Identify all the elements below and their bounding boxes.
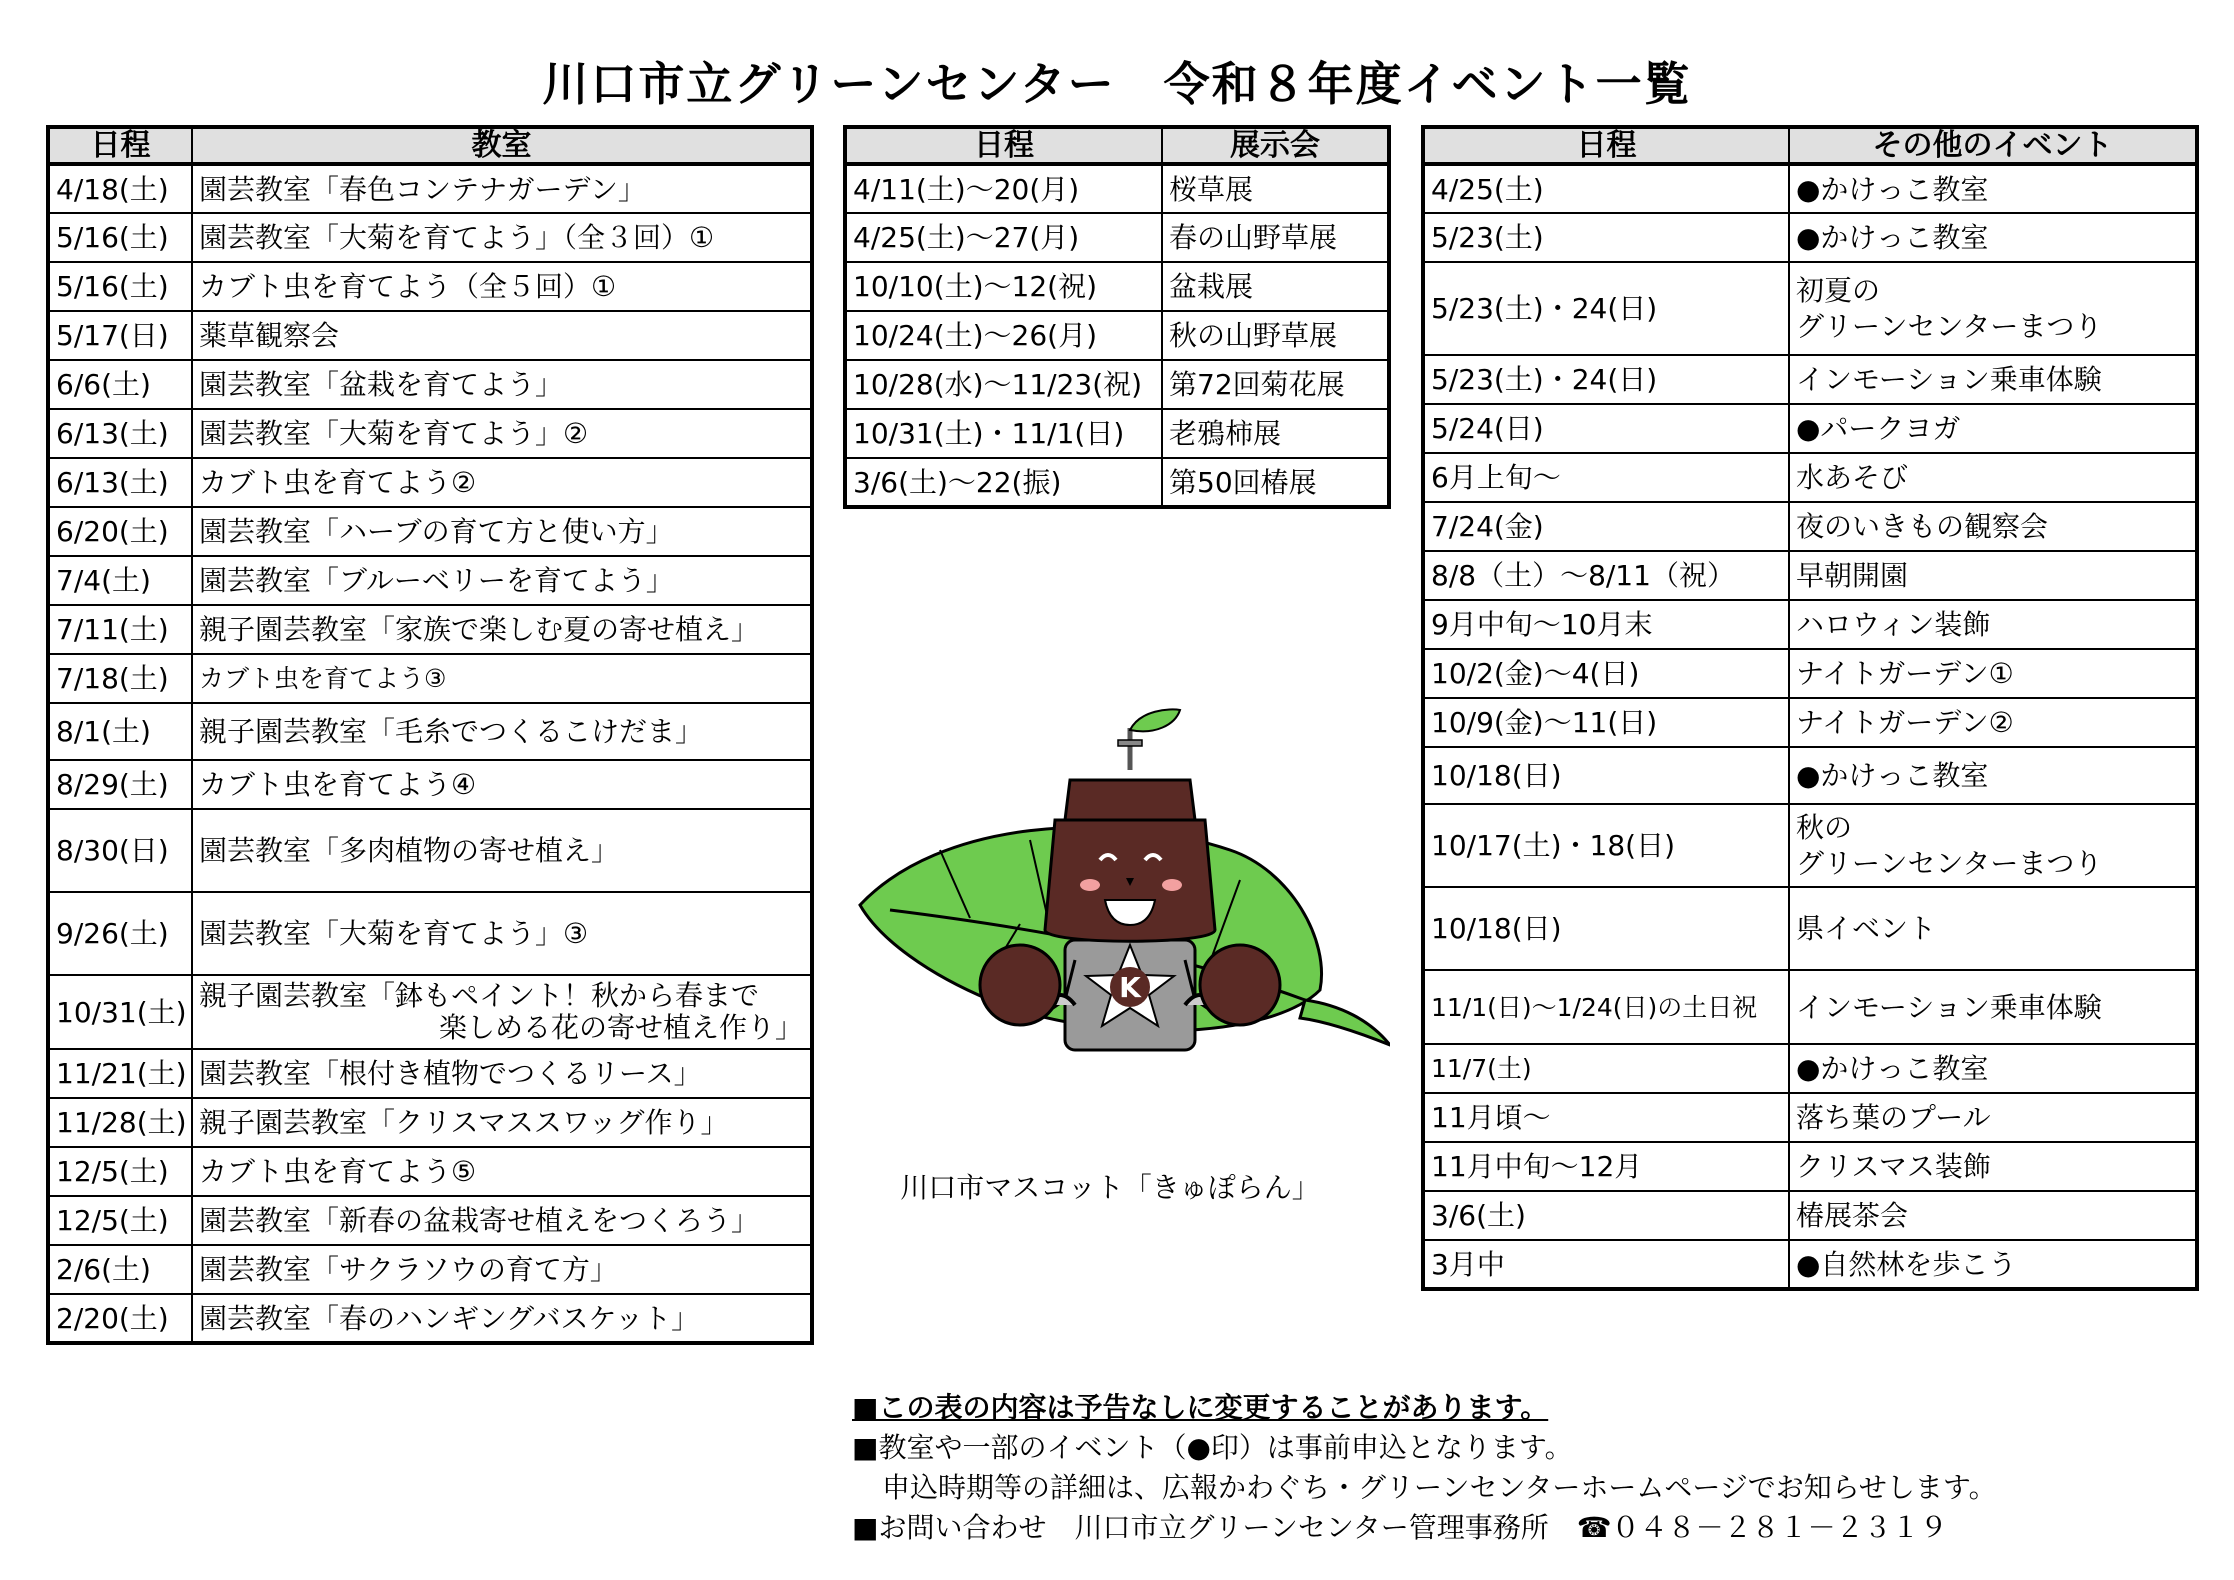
classes-event-cell xyxy=(192,975,812,1049)
exhibitions-row xyxy=(845,409,1389,458)
exhibitions-header-date: 日程 xyxy=(845,127,1162,164)
classes-header-row xyxy=(48,127,812,164)
others-row xyxy=(1423,747,2197,804)
classes-row xyxy=(48,458,812,507)
classes-date-cell: 12/5(土) xyxy=(48,1196,192,1245)
classes-date-cell: 10/31(土) xyxy=(48,975,192,1049)
classes-row xyxy=(48,409,812,458)
classes-event-cell: 薬草観察会 xyxy=(192,311,812,360)
classes-row xyxy=(48,360,812,409)
others-event-cell: 県イベント xyxy=(1789,887,2197,970)
others-row xyxy=(1423,1191,2197,1240)
classes-event-cell: 園芸教室「大菊を育てよう」② xyxy=(192,409,812,458)
others-date-cell: 9月中旬～10月末 xyxy=(1423,600,1789,649)
others-row xyxy=(1423,970,2197,1044)
others-event-cell: ●パークヨガ xyxy=(1789,404,2197,453)
others-event-cell: 夜のいきもの観察会 xyxy=(1789,502,2197,551)
classes-date-cell: 6/6(土) xyxy=(48,360,192,409)
others-event-cell: ナイトガーデン① xyxy=(1789,649,2197,698)
classes-table xyxy=(46,125,814,1345)
others-row xyxy=(1423,1142,2197,1191)
others-event-cell: 初夏の グリーンセンターまつり xyxy=(1789,262,2197,355)
classes-event-cell: 園芸教室「春のハンギングバスケット」 xyxy=(192,1294,812,1343)
others-event-cell: 水あそび xyxy=(1789,453,2197,502)
classes-row xyxy=(48,654,812,703)
others-date-cell: 4/25(土) xyxy=(1423,164,1789,213)
classes-event-cell: 園芸教室「新春の盆栽寄せ植えをつくろう」 xyxy=(192,1196,812,1245)
others-date-cell: 6月上旬～ xyxy=(1423,453,1789,502)
classes-row xyxy=(48,975,812,1049)
exhibitions-event-cell: 第72回菊花展 xyxy=(1162,360,1389,409)
classes-date-cell: 7/11(土) xyxy=(48,605,192,654)
classes-event-cell: 親子園芸教室「毛糸でつくるこけだま」 xyxy=(192,703,812,760)
classes-event-cell: 親子園芸教室「家族で楽しむ夏の寄せ植え」 xyxy=(192,605,812,654)
classes-date-cell: 6/20(土) xyxy=(48,507,192,556)
exhibitions-date-cell: 10/24(土)～26(月) xyxy=(845,311,1162,360)
others-row xyxy=(1423,502,2197,551)
others-date-cell: 10/2(金)～4(日) xyxy=(1423,649,1789,698)
classes-event-cell: 園芸教室「ハーブの育て方と使い方」 xyxy=(192,507,812,556)
classes-row xyxy=(48,1147,812,1196)
classes-event-cell: カブト虫を育てよう（全５回）① xyxy=(192,262,812,311)
classes-event-cell: 園芸教室「多肉植物の寄せ植え」 xyxy=(192,809,812,892)
classes-event-cell: カブト虫を育てよう② xyxy=(192,458,812,507)
others-event-cell: ●かけっこ教室 xyxy=(1789,1044,2197,1093)
others-row xyxy=(1423,698,2197,747)
classes-date-cell: 7/18(土) xyxy=(48,654,192,703)
others-date-cell: 10/18(日) xyxy=(1423,887,1789,970)
page-title: 川口市立グリーンセンター 令和８年度イベント一覧 xyxy=(542,57,1692,111)
exhibitions-event-cell: 桜草展 xyxy=(1162,164,1389,213)
exhibitions-header-exhibit: 展示会 xyxy=(1162,127,1389,164)
others-row xyxy=(1423,453,2197,502)
exhibitions-row xyxy=(845,360,1389,409)
others-date-cell: 5/23(土)・24(日) xyxy=(1423,355,1789,404)
classes-row xyxy=(48,311,812,360)
others-date-cell: 11月頃～ xyxy=(1423,1093,1789,1142)
classes-row xyxy=(48,164,812,213)
others-row xyxy=(1423,164,2197,213)
others-date-cell: 11月中旬～12月 xyxy=(1423,1142,1789,1191)
others-event-cell: インモーション乗車体験 xyxy=(1789,970,2197,1044)
classes-row xyxy=(48,262,812,311)
classes-header-class: 教室 xyxy=(192,127,812,164)
others-date-cell: 5/23(土) xyxy=(1423,213,1789,262)
exhibitions-event-cell: 秋の山野草展 xyxy=(1162,311,1389,360)
others-event-cell: ハロウィン装飾 xyxy=(1789,600,2197,649)
others-date-cell: 11/1(日)～1/24(日)の土日祝 xyxy=(1423,970,1789,1044)
mascot-illustration xyxy=(850,700,1390,1080)
others-date-cell: 3/6(土) xyxy=(1423,1191,1789,1240)
classes-event-cell: 園芸教室「サクラソウの育て方」 xyxy=(192,1245,812,1294)
classes-event-cell: 親子園芸教室「クリスマススワッグ作り」 xyxy=(192,1098,812,1147)
exhibitions-date-cell: 10/28(水)～11/23(祝) xyxy=(845,360,1162,409)
others-row xyxy=(1423,600,2197,649)
others-row xyxy=(1423,1044,2197,1093)
others-date-cell: 7/24(金) xyxy=(1423,502,1789,551)
exhibitions-date-cell: 10/31(土)・11/1(日) xyxy=(845,409,1162,458)
classes-date-cell: 5/17(日) xyxy=(48,311,192,360)
classes-date-cell: 5/16(土) xyxy=(48,262,192,311)
classes-date-cell: 2/20(土) xyxy=(48,1294,192,1343)
exhibitions-date-cell: 4/11(土)～20(月) xyxy=(845,164,1162,213)
others-date-cell: 5/24(日) xyxy=(1423,404,1789,453)
classes-row xyxy=(48,605,812,654)
exhibitions-date-cell: 10/10(土)～12(祝) xyxy=(845,262,1162,311)
others-date-cell: 10/9(金)～11(日) xyxy=(1423,698,1789,747)
notice-contact: ■お問い合わせ 川口市立グリーンセンター管理事務所 ☎０４８－２８１－２３１９ xyxy=(852,1511,1948,1544)
classes-date-cell: 4/18(土) xyxy=(48,164,192,213)
classes-event-cell: カブト虫を育てよう⑤ xyxy=(192,1147,812,1196)
others-row xyxy=(1423,887,2197,970)
others-row xyxy=(1423,804,2197,887)
notice-registration: ■教室や一部のイベント（●印）は事前申込となります。 xyxy=(852,1431,1573,1464)
others-event-cell: インモーション乗車体験 xyxy=(1789,355,2197,404)
classes-row xyxy=(48,213,812,262)
classes-event-cell: 園芸教室「ブルーベリーを育てよう」 xyxy=(192,556,812,605)
classes-event-cell: 園芸教室「春色コンテナガーデン」 xyxy=(192,164,812,213)
classes-date-cell: 9/26(土) xyxy=(48,892,192,975)
exhibitions-row xyxy=(845,164,1389,213)
exhibitions-event-cell: 老鴉柿展 xyxy=(1162,409,1389,458)
others-event-cell: ●かけっこ教室 xyxy=(1789,164,2197,213)
others-date-cell: 8/8（土）～8/11（祝） xyxy=(1423,551,1789,600)
others-date-cell: 5/23(土)・24(日) xyxy=(1423,262,1789,355)
exhibitions-event-cell: 春の山野草展 xyxy=(1162,213,1389,262)
exhibitions-event-cell: 第50回椿展 xyxy=(1162,458,1389,507)
exhibitions-row xyxy=(845,458,1389,507)
classes-row xyxy=(48,892,812,975)
classes-date-cell: 5/16(土) xyxy=(48,213,192,262)
classes-row xyxy=(48,1049,812,1098)
others-row xyxy=(1423,262,2197,355)
others-date-cell: 11/7(土) xyxy=(1423,1044,1789,1093)
mascot-icon xyxy=(850,700,1390,1080)
classes-header-date: 日程 xyxy=(48,127,192,164)
exhibitions-event-cell: 盆栽展 xyxy=(1162,262,1389,311)
others-event-cell: ●かけっこ教室 xyxy=(1789,747,2197,804)
classes-date-cell: 12/5(土) xyxy=(48,1147,192,1196)
classes-row xyxy=(48,1294,812,1343)
others-row xyxy=(1423,1240,2197,1289)
others-event-cell: ナイトガーデン② xyxy=(1789,698,2197,747)
classes-event-cell: 園芸教室「盆栽を育てよう」 xyxy=(192,360,812,409)
others-row xyxy=(1423,355,2197,404)
mascot-badge-letter: K xyxy=(1119,971,1141,1004)
notes-section xyxy=(852,1388,1997,1548)
others-header-date: 日程 xyxy=(1423,127,1789,164)
others-event-cell: 落ち葉のプール xyxy=(1789,1093,2197,1142)
classes-date-cell: 8/29(土) xyxy=(48,760,192,809)
classes-date-cell: 6/13(土) xyxy=(48,458,192,507)
others-event-cell: 秋の グリーンセンターまつり xyxy=(1789,804,2197,887)
others-date-cell: 10/18(日) xyxy=(1423,747,1789,804)
classes-row xyxy=(48,703,812,760)
exhibitions-row xyxy=(845,311,1389,360)
exhibitions-table xyxy=(843,125,1391,509)
others-event-cell: 椿展茶会 xyxy=(1789,1191,2197,1240)
classes-date-cell: 11/28(土) xyxy=(48,1098,192,1147)
classes-date-cell: 2/6(土) xyxy=(48,1245,192,1294)
others-row xyxy=(1423,213,2197,262)
classes-row xyxy=(48,1098,812,1147)
classes-event-cell: 園芸教室「根付き植物でつくるリース」 xyxy=(192,1049,812,1098)
classes-row xyxy=(48,1245,812,1294)
others-row xyxy=(1423,404,2197,453)
others-date-cell: 3月中 xyxy=(1423,1240,1789,1289)
others-event-cell: ●かけっこ教室 xyxy=(1789,213,2197,262)
classes-date-cell: 8/1(土) xyxy=(48,703,192,760)
classes-row xyxy=(48,507,812,556)
others-event-cell: クリスマス装飾 xyxy=(1789,1142,2197,1191)
mascot-caption: 川口市マスコット「きゅぽらん」 xyxy=(900,1171,1320,1204)
others-date-cell: 10/17(土)・18(日) xyxy=(1423,804,1789,887)
other-events-table xyxy=(1421,125,2199,1291)
exhibitions-row xyxy=(845,213,1389,262)
classes-event-line1: 親子園芸教室「鉢もペイント！秋から春まで xyxy=(199,979,760,1012)
classes-date-cell: 6/13(土) xyxy=(48,409,192,458)
exhibitions-date-cell: 4/25(土)～27(月) xyxy=(845,213,1162,262)
classes-date-cell: 8/30(日) xyxy=(48,809,192,892)
others-header-row xyxy=(1423,127,2197,164)
others-row xyxy=(1423,1093,2197,1142)
classes-event-cell: 園芸教室「大菊を育てよう」（全３回）① xyxy=(192,213,812,262)
others-row xyxy=(1423,551,2197,600)
exhibitions-date-cell: 3/6(土)～22(振) xyxy=(845,458,1162,507)
classes-row xyxy=(48,556,812,605)
classes-date-cell: 7/4(土) xyxy=(48,556,192,605)
classes-event-line2: 楽しめる花の寄せ植え作り」 xyxy=(439,1011,804,1044)
exhibitions-row xyxy=(845,262,1389,311)
others-row xyxy=(1423,649,2197,698)
others-header-event: その他のイベント xyxy=(1789,127,2197,164)
classes-event-cell: 園芸教室「大菊を育てよう」③ xyxy=(192,892,812,975)
classes-event-cell: カブト虫を育てよう④ xyxy=(192,760,812,809)
notice-change: ■この表の内容は予告なしに変更することがあります。 xyxy=(852,1391,1549,1424)
classes-row xyxy=(48,1196,812,1245)
others-event-cell: ●自然林を歩こう xyxy=(1789,1240,2197,1289)
classes-row xyxy=(48,760,812,809)
classes-event-cell: カブト虫を育てよう③ xyxy=(192,654,812,703)
classes-row xyxy=(48,809,812,892)
classes-date-cell: 11/21(土) xyxy=(48,1049,192,1098)
notice-details: 申込時期等の詳細は、広報かわぐち・グリーンセンターホームページでお知らせします。 xyxy=(882,1471,1997,1504)
exhibitions-header-row xyxy=(845,127,1389,164)
others-event-cell: 早朝開園 xyxy=(1789,551,2197,600)
